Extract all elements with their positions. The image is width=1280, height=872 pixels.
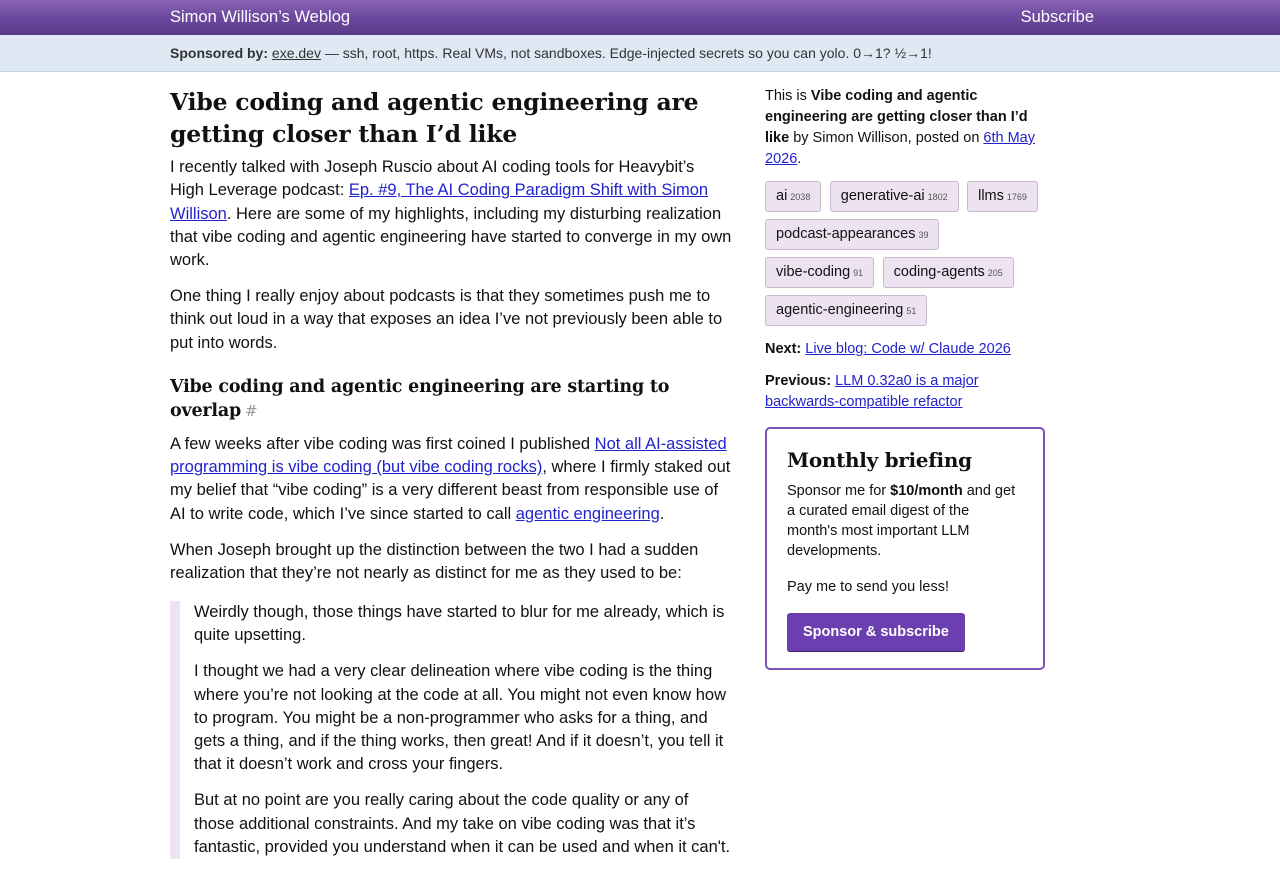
- next-label: Next:: [765, 341, 802, 357]
- post-meta: [765, 86, 1041, 170]
- post-date-link[interactable]: 6th May 2026: [765, 130, 1036, 167]
- paragraph-text: , where I firmly staked out my belief that “vibe coding” is a very different beast from responsible use of AI to write code, which I’ve since started to call: [170, 458, 731, 523]
- tag-vibe-coding[interactable]: [765, 257, 874, 288]
- heading-anchor-link[interactable]: #: [245, 401, 258, 420]
- sponsor-label: Sponsored by:: [170, 45, 269, 61]
- tag-count: 1769: [1006, 192, 1027, 202]
- briefing-text: Sponsor me for: [787, 483, 891, 499]
- agentic-engineering-link[interactable]: agentic engineering: [515, 504, 660, 523]
- paragraph-intro: [170, 156, 732, 272]
- tag-list: [765, 181, 1055, 333]
- tag-count: 51: [906, 306, 917, 316]
- briefing-title: Monthly briefing: [787, 448, 972, 472]
- tag-agentic-engineering[interactable]: [765, 295, 927, 326]
- previous-post-link[interactable]: LLM 0.32a0 is a major backwards-compatible refactor: [765, 373, 979, 410]
- paragraph-distinction: When Joseph brought up the distinction between the two I had a sudden realization that they’re not nearly as distinct for me as they used to be:: [170, 540, 699, 582]
- tag-llms[interactable]: [967, 181, 1038, 212]
- paragraph-text: A few weeks after vibe coding was first coined I published: [170, 434, 595, 453]
- section-heading-text: Vibe coding and agentic engineering are starting to overlap: [170, 376, 670, 421]
- quote-paragraph: Weirdly though, those things have started to blur for me already, which is quite upsetting.: [194, 603, 725, 645]
- tag-count: 205: [987, 268, 1003, 278]
- article: [170, 86, 732, 872]
- not-all-ai-assisted-link[interactable]: Not all AI-assisted programming is vibe coding (but vibe coding rocks): [170, 434, 727, 477]
- paragraph-podcasts: One thing I really enjoy about podcasts is that they sometimes push me to think out loud in a way that exposes an idea I’ve not previously been able to put into words.: [170, 286, 723, 352]
- paragraph-vibe-coding: [170, 433, 732, 526]
- sponsor-banner: [0, 35, 1280, 72]
- tag-count: 39: [918, 230, 929, 240]
- podcast-episode-link[interactable]: Ep. #9, The AI Coding Paradigm Shift with Simon Willison: [170, 181, 709, 223]
- post-title: Vibe coding and agentic engineering are getting closer than I’d like: [170, 88, 699, 148]
- briefing-text: and get a curated email digest of the month's most important LLM developments.: [787, 483, 1016, 559]
- tag-name: generative-ai: [840, 188, 925, 204]
- tag-count: 2038: [790, 192, 811, 202]
- meta-text: This is: [765, 88, 811, 104]
- meta-post-title: Vibe coding and agentic engineering are getting closer than I’d like: [765, 88, 1028, 146]
- sponsor-line: [170, 45, 932, 61]
- sponsor-link[interactable]: exe.dev: [271, 45, 321, 61]
- next-post-link[interactable]: Live blog: Code w/ Claude 2026: [805, 341, 1011, 357]
- quote-block: [170, 601, 732, 859]
- paragraph-text: I recently talked with Joseph Ruscio about AI coding tools for Heavybit’s High Leverage podcast:: [170, 158, 695, 200]
- quote-paragraph: But at no point are you really caring about the code quality or any of those additional constraints. And my take on vibe coding was that it’s fantastic, provided you understand when it can be used and when it can't.: [194, 791, 731, 856]
- top-navigation-bar: [0, 0, 1280, 35]
- meta-text: by Simon Willison, posted on: [789, 130, 984, 146]
- subscribe-link[interactable]: Subscribe: [1020, 8, 1094, 26]
- section-heading: [170, 375, 732, 423]
- tag-count: 91: [853, 268, 864, 278]
- briefing-price: $10/month: [890, 483, 963, 499]
- tag-name: agentic-engineering: [776, 302, 904, 318]
- meta-text: .: [797, 151, 802, 167]
- tag-name: ai: [776, 188, 788, 204]
- tag-name: podcast-appearances: [776, 226, 916, 242]
- sponsor-text: — ssh, root, https. Real VMs, not sandboxes. Edge-injected secrets so you can yolo. 0→1? ½→1!: [320, 45, 932, 61]
- quote-paragraph: I thought we had a very clear delineation where vibe coding is the thing where you’re not looking at the code at all. You might not even know how to program. You might be a non-programmer who asks for a thing, and gets a thing, and if the thing works, then great! And if it doesn’t, you tell it that it doesn’t work and cross your fingers.: [194, 662, 727, 774]
- tag-generative-ai[interactable]: [830, 181, 959, 212]
- monthly-briefing-box: [765, 427, 1045, 670]
- tag-coding-agents[interactable]: [883, 257, 1014, 288]
- paragraph-text: . Here are some of my highlights, including my disturbing realization that vibe coding and agentic engineering have started to converge in my own work.: [170, 204, 732, 270]
- tag-name: vibe-coding: [776, 264, 851, 280]
- tag-count: 1802: [927, 192, 948, 202]
- tag-podcast-appearances[interactable]: [765, 219, 939, 250]
- tag-name: coding-agents: [893, 264, 985, 280]
- sponsor-subscribe-button[interactable]: Sponsor & subscribe: [787, 613, 965, 651]
- previous-label: Previous:: [765, 373, 832, 389]
- paragraph-text: .: [659, 504, 665, 523]
- briefing-tagline: Pay me to send you less!: [787, 579, 949, 595]
- sidebar: [765, 86, 1045, 670]
- site-title-link[interactable]: Simon Willison’s Weblog: [170, 8, 351, 26]
- next-post: [765, 339, 1045, 360]
- briefing-description: [787, 481, 1023, 561]
- tag-ai[interactable]: [765, 181, 821, 212]
- tag-name: llms: [978, 188, 1004, 204]
- previous-post: [765, 371, 1045, 413]
